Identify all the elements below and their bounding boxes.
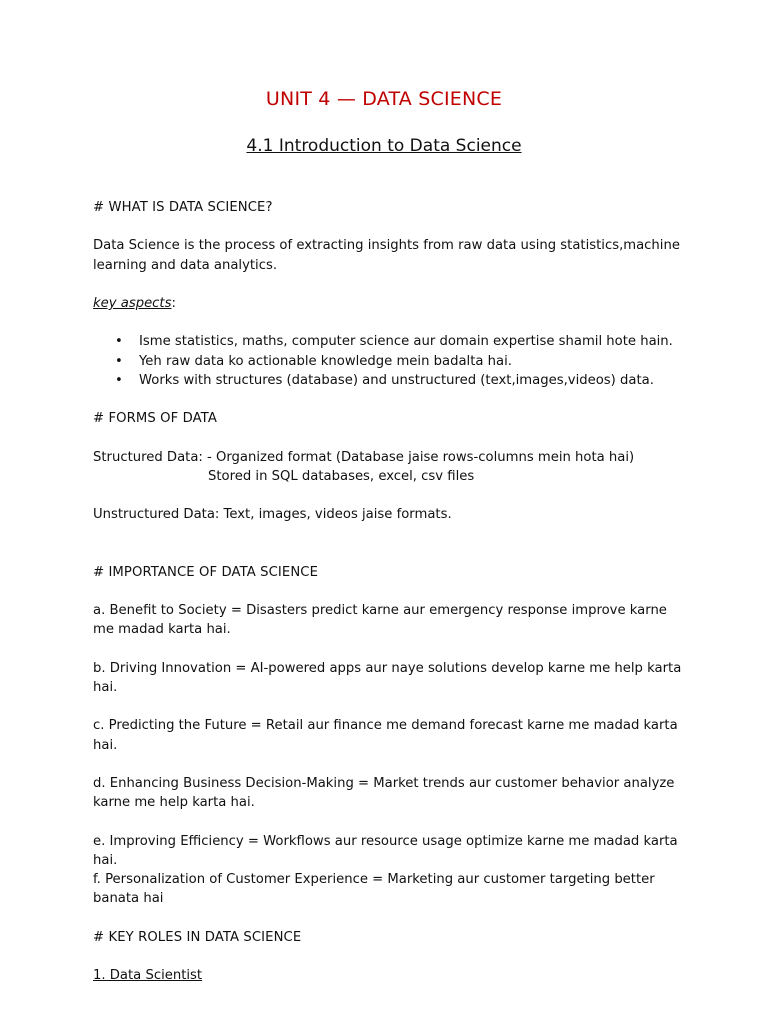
list-item-text: Yeh raw data ko actionable knowledge mein badalta hai. xyxy=(139,353,512,369)
heading-what-is: # WHAT IS DATA SCIENCE? xyxy=(93,200,273,215)
key-aspects-label: key aspects xyxy=(93,295,172,311)
heading-key-roles: # KEY ROLES IN DATA SCIENCE xyxy=(93,929,302,945)
key-aspects-list xyxy=(93,332,683,390)
list-item-text: Isme statistics, maths, computer science aur domain expertise shamil hote hain. xyxy=(139,334,673,350)
page-title: UNIT 4 — DATA SCIENCE xyxy=(265,88,503,110)
importance-item-c: c. Predicting the Future = Retail aur finance me demand forecast karne me madad karta hai. xyxy=(93,718,678,753)
importance-item-b: b. Driving Innovation = AI-powered apps aur naye solutions develop karne me help karta hai. xyxy=(93,660,682,695)
document-body xyxy=(93,198,683,985)
structured-data-desc: Organized format (Database jaise rows-columns mein hota hai) xyxy=(215,449,635,465)
list-item xyxy=(93,352,683,371)
section-subtitle: 4.1 Introduction to Data Science xyxy=(246,136,522,156)
importance-item-d: d. Enhancing Business Decision-Making = Market trends aur customer behavior analyze karne me help karta hai. xyxy=(93,775,675,811)
structured-data-desc-2: Stored in SQL databases, excel, csv files xyxy=(208,468,475,484)
importance-item-e: e. Improving Efficiency = Workflows aur resource usage optimize karne me madad karta hai. xyxy=(93,833,678,868)
bullet-icon: • xyxy=(115,372,123,388)
importance-item-f: f. Personalization of Customer Experience = Marketing aur customer targeting better banata hai xyxy=(93,871,655,907)
role-data-scientist: 1. Data Scientist xyxy=(93,967,203,983)
structured-data-line xyxy=(93,448,683,467)
heading-forms-of-data: # FORMS OF DATA xyxy=(93,411,217,427)
key-aspects-colon: : xyxy=(171,295,176,311)
importance-item-a: a. Benefit to Society = Disasters predict karne aur emergency response improve karne me madad karta hai. xyxy=(93,603,667,638)
bullet-icon: • xyxy=(115,353,123,369)
bullet-icon: • xyxy=(115,334,123,350)
structured-data-label: Structured Data: - xyxy=(93,449,216,465)
list-item xyxy=(93,332,683,351)
list-item xyxy=(93,371,683,390)
list-item-text: Works with structures (database) and unstructured (text,images,videos) data. xyxy=(139,372,654,388)
heading-importance: # IMPORTANCE OF DATA SCIENCE xyxy=(93,564,319,580)
unstructured-data-line: Unstructured Data: Text, images, videos jaise formats. xyxy=(93,507,452,523)
key-aspects-label-line xyxy=(93,294,683,313)
definition-paragraph: Data Science is the process of extracting insights from raw data using statistics,machine learning and data analytics. xyxy=(93,238,680,273)
